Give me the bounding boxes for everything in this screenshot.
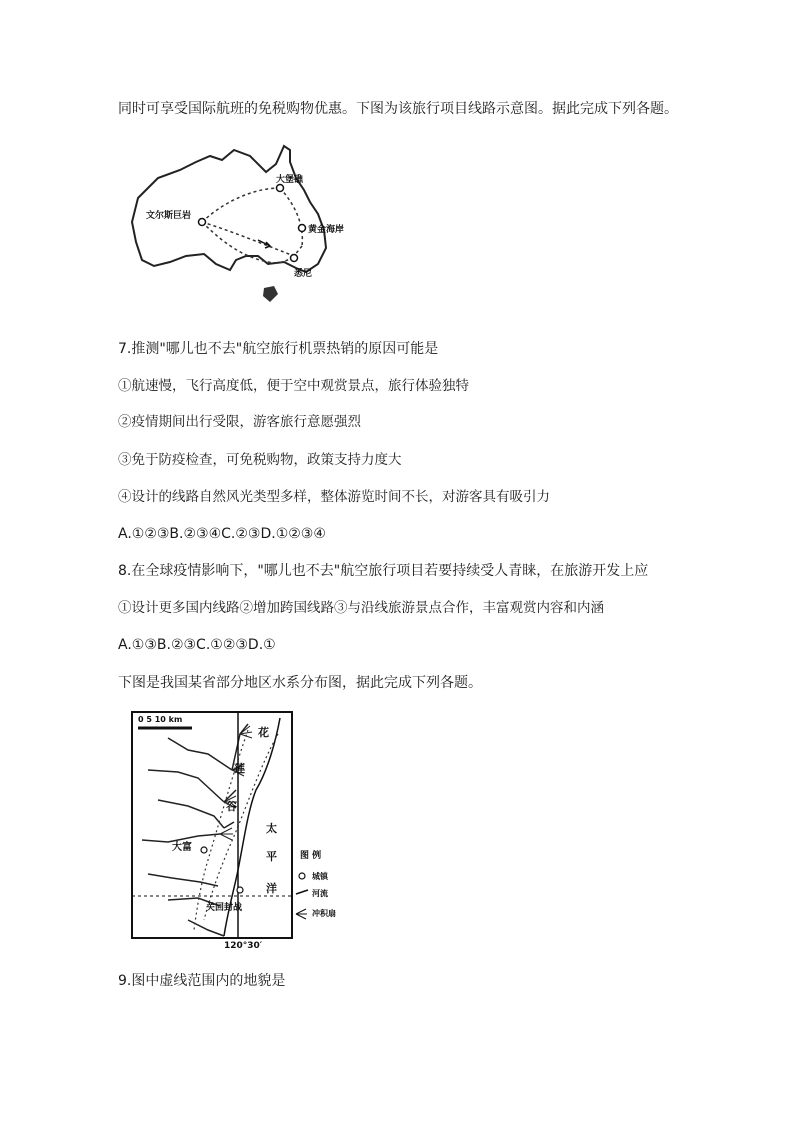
q7-option-2: ②疫情期间出行受限，游客旅行意愿强烈 [118, 414, 361, 430]
legend-title: 图 例 [300, 851, 322, 861]
datown-marker [201, 847, 207, 853]
australia-route-map [118, 138, 354, 316]
goldcoast-label: 黄金海岸 [308, 225, 345, 235]
legend-town: 城镇 [312, 872, 328, 881]
hua-label: 花 [258, 726, 269, 739]
tasmania [263, 286, 278, 302]
reef-label: 大堡礁 [276, 175, 304, 185]
longitude-label: 120°30′ [224, 941, 263, 950]
scale-label: 0 5 10 km [138, 715, 183, 724]
uluru-label: 文尔斯巨岩 [146, 211, 192, 221]
tai-label: 太 [266, 822, 277, 835]
sydney-marker [291, 255, 298, 262]
yang-label: 洋 [266, 882, 277, 895]
uluru-marker [199, 219, 206, 226]
fengbin-label: 关回封战 [206, 903, 243, 913]
ping-label: 平 [266, 850, 277, 863]
intro-line: 同时可享受国际航班的免税购物优惠。下图为该旅行项目线路示意图。据此完成下列各题。 [118, 101, 678, 117]
q7-option-1: ①航速慢，飞行高度低，便于空中观赏景点，旅行体验独特 [118, 378, 469, 394]
legend-town-icon [299, 873, 305, 879]
q7-choices: A.①②③B.②③④C.②③D.①②③④ [118, 526, 326, 542]
route-line [202, 188, 302, 263]
q7-option-4: ④设计的线路自然风光类型多样，整体游览时间不长，对游客具有吸引力 [118, 489, 550, 505]
legend-river-icon [296, 890, 308, 894]
legend-fan-icon [296, 909, 307, 919]
goldcoast-marker [299, 225, 306, 232]
q8-options: ①设计更多国内线路②增加跨国线路③与沿线旅游景点合作，丰富观赏内容和内涵 [118, 600, 604, 616]
gu-label: 谷 [226, 800, 237, 813]
q8-stem: 8.在全球疫情影响下，"哪儿也不去"航空旅行项目若要持续受人青睐，在旅游开发上应 [118, 563, 649, 579]
river-system-map [128, 710, 360, 950]
fengbin-marker [237, 887, 243, 893]
sydney-label: 悉尼 [294, 269, 313, 279]
q7-stem: 7.推测"哪儿也不去"航空旅行机票热销的原因可能是 [118, 341, 439, 357]
legend-river: 河流 [312, 889, 328, 898]
direction-arrow [258, 240, 270, 248]
legend-fan: 冲积扇 [312, 909, 336, 918]
reef-marker [277, 185, 284, 192]
q7-option-3: ③免于防疫检查，可免税购物，政策支持力度大 [118, 452, 402, 468]
q8-choices: A.①③B.②③C.①②③D.① [118, 637, 276, 653]
lian-label: 莲 [234, 762, 245, 775]
section-intro: 下图是我国某省部分地区水系分布图，据此完成下列各题。 [118, 675, 482, 691]
datown-label: 大富 [172, 842, 192, 853]
q9-stem: 9.图中虚线范围内的地貌是 [118, 973, 286, 989]
